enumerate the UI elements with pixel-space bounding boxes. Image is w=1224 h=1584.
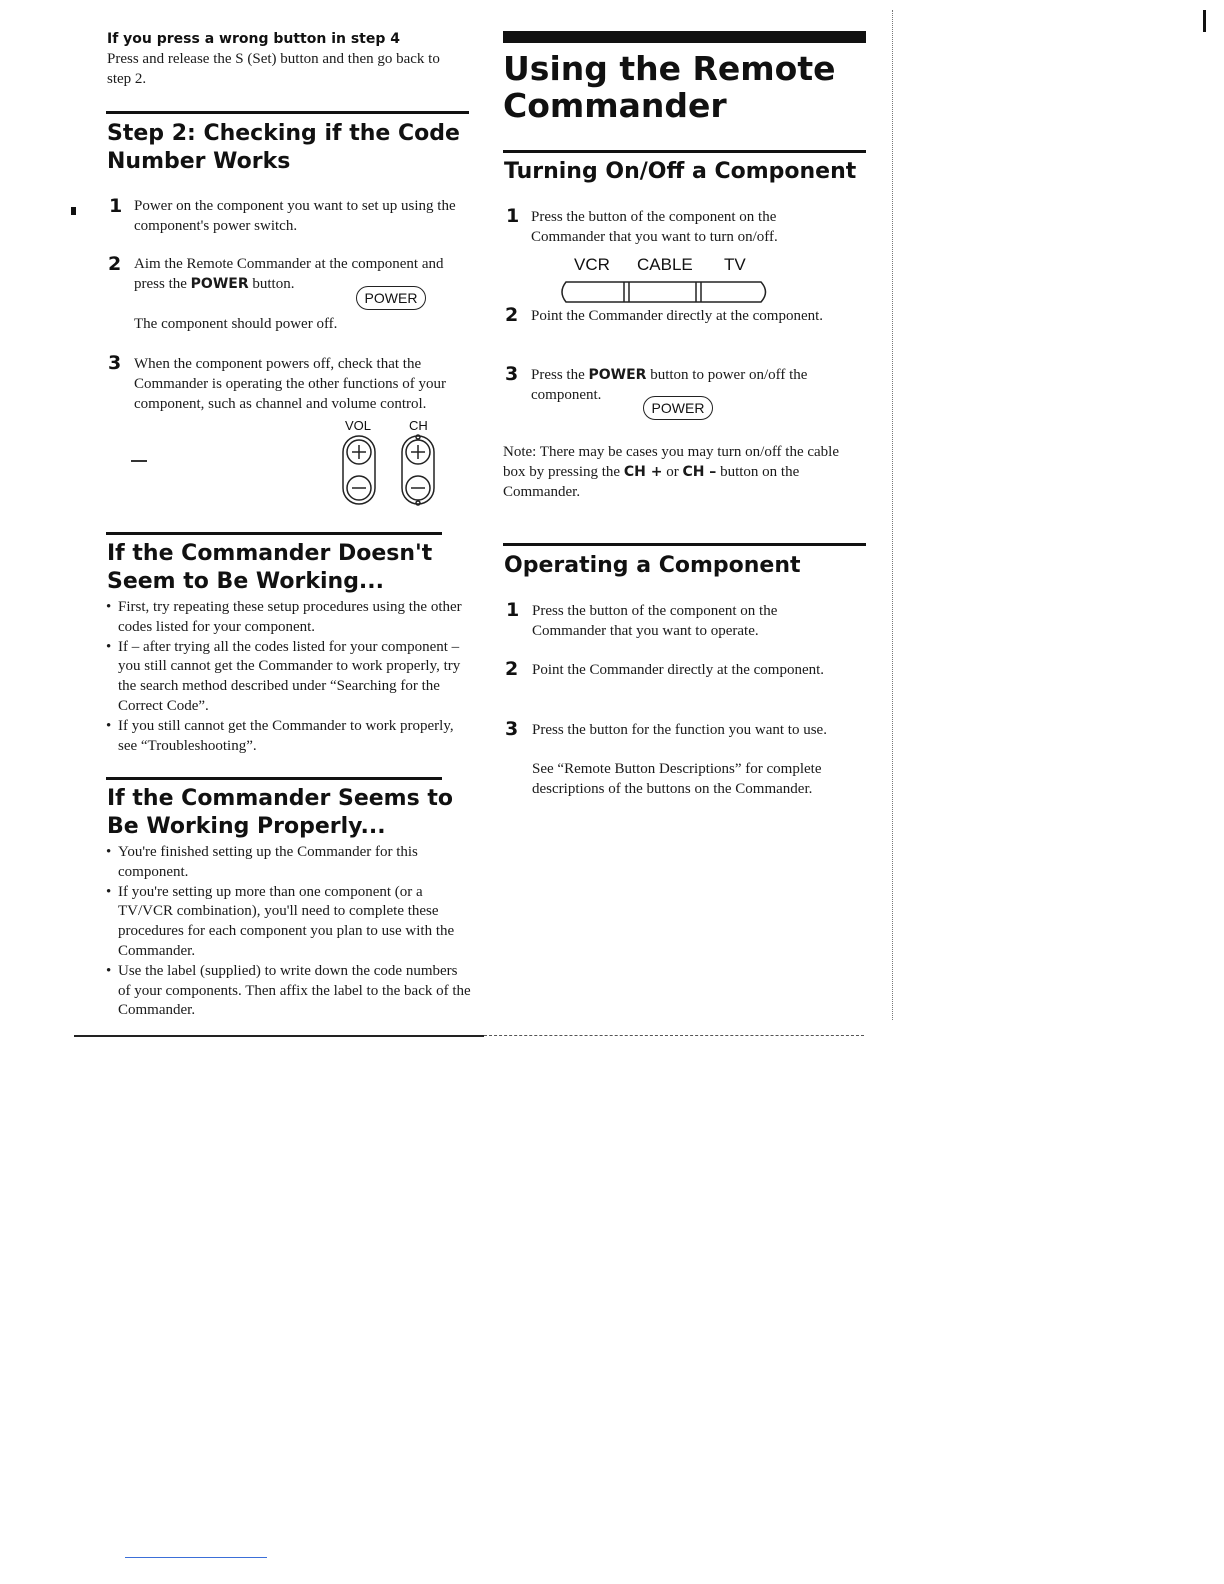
wrong-button-text: Press and release the S (Set) button and then go back to step 2. bbox=[107, 51, 440, 87]
step-number: 3 bbox=[505, 363, 519, 385]
list-item: • If – after trying all the codes listed for your component – you still cannot get the Commander to work properly, try the search method described under “Searching for the Correct Code”. bbox=[106, 638, 471, 717]
working-heading: If the Commander Seems to Be Working Properly... bbox=[107, 786, 453, 839]
power-button-illustration: POWER bbox=[356, 286, 426, 310]
operating-heading: Operating a Component bbox=[504, 553, 801, 578]
vol-label: VOL bbox=[345, 418, 372, 433]
ch-rocker-icon bbox=[402, 435, 434, 505]
turning-heading: Turning On/Off a Component bbox=[504, 159, 857, 184]
vol-rocker-icon bbox=[343, 436, 375, 504]
vol-ch-rocker-illustration bbox=[330, 432, 440, 510]
right-edge-dotted-line bbox=[892, 10, 893, 1020]
not-working-heading: If the Commander Doesn't Seem to Be Working... bbox=[107, 541, 433, 594]
working-list bbox=[106, 843, 472, 1021]
step-text: Point the Commander directly at the component. bbox=[531, 308, 824, 324]
dash-mark bbox=[131, 460, 147, 462]
bottom-rule bbox=[74, 1035, 484, 1037]
step-text-b: button to power on/off the component. bbox=[531, 367, 808, 403]
step-note: The component should power off. bbox=[134, 316, 338, 332]
section-rule bbox=[503, 543, 866, 546]
step-number: 2 bbox=[108, 253, 122, 275]
list-item: • If you're setting up more than one component (or a TV/VCR combination), you'll need to complete these procedures for each component you plan to use with the Commander. bbox=[106, 883, 472, 962]
section-rule bbox=[106, 777, 442, 780]
bottom-rule-dotted bbox=[484, 1035, 864, 1036]
title-bar bbox=[503, 31, 866, 43]
step-number: 2 bbox=[505, 658, 519, 680]
list-item: • First, try repeating these setup procedures using the other codes listed for your component. bbox=[106, 598, 471, 638]
ch-label: CH bbox=[409, 418, 428, 433]
ch-plus-keyword: CH + bbox=[623, 463, 663, 480]
power-button-illustration: POWER bbox=[643, 396, 713, 420]
wrong-button-title: If you press a wrong button in step 4 bbox=[107, 31, 400, 47]
note-text-mid: or bbox=[662, 463, 683, 480]
step-text: Point the Commander directly at the component. bbox=[532, 662, 825, 678]
step-text: Press the button of the component on the Commander that you want to operate. bbox=[532, 603, 778, 639]
step-text-a: Press the bbox=[531, 367, 589, 383]
step-text: Press the button of the component on the Commander that you want to turn on/off. bbox=[531, 209, 778, 245]
step-text: Press the button for the function you want to use. bbox=[532, 722, 827, 738]
turning-note bbox=[503, 443, 865, 502]
component-selector-icon bbox=[556, 280, 776, 304]
step-number: 3 bbox=[505, 718, 519, 740]
selector-label-vcr: VCR bbox=[574, 255, 610, 274]
power-keyword: POWER bbox=[190, 275, 249, 292]
note-text-c: button on the Commander. bbox=[503, 463, 800, 500]
step-number: 1 bbox=[109, 195, 123, 217]
step2-heading: Step 2: Checking if the Code Number Works bbox=[107, 121, 460, 174]
not-working-list bbox=[106, 598, 471, 756]
step-number: 1 bbox=[506, 205, 520, 227]
section-rule bbox=[503, 150, 866, 153]
step-text: Power on the component you want to set up using the component's power switch. bbox=[134, 198, 456, 234]
list-item: • You're finished setting up the Commander for this component. bbox=[106, 843, 472, 883]
step-number: 3 bbox=[108, 352, 122, 374]
page-title: Using the Remote Commander bbox=[503, 49, 836, 125]
step-text-b: button. bbox=[248, 275, 295, 292]
step-extra: See “Remote Button Descriptions” for complete descriptions of the buttons on the Commander. bbox=[532, 761, 822, 797]
footer-blue-line bbox=[125, 1557, 267, 1558]
corner-mark bbox=[1203, 10, 1206, 32]
power-keyword: POWER bbox=[588, 367, 647, 383]
section-rule bbox=[106, 111, 469, 114]
section-rule bbox=[106, 532, 442, 535]
step-number: 1 bbox=[506, 599, 520, 621]
selector-label-cable: CABLE bbox=[637, 255, 693, 274]
step-text: When the component powers off, check that the Commander is operating the other functions of your component, such as channel and volume control. bbox=[134, 356, 447, 412]
selector-label-tv: TV bbox=[724, 255, 746, 274]
ch-minus-keyword: CH – bbox=[682, 463, 717, 480]
list-item: • Use the label (supplied) to write down the code numbers of your components. Then affix the label to the back of the Commander. bbox=[106, 962, 472, 1021]
step-number: 2 bbox=[505, 304, 519, 326]
step-text-a: Aim the Remote Commander at the component and press the bbox=[134, 256, 444, 292]
note-text-a: Note: There may be cases you may turn on/off the cable box by pressing the bbox=[503, 444, 839, 480]
margin-bullet-mark bbox=[71, 207, 76, 215]
list-item: • If you still cannot get the Commander to work properly, see “Troubleshooting”. bbox=[106, 717, 471, 757]
